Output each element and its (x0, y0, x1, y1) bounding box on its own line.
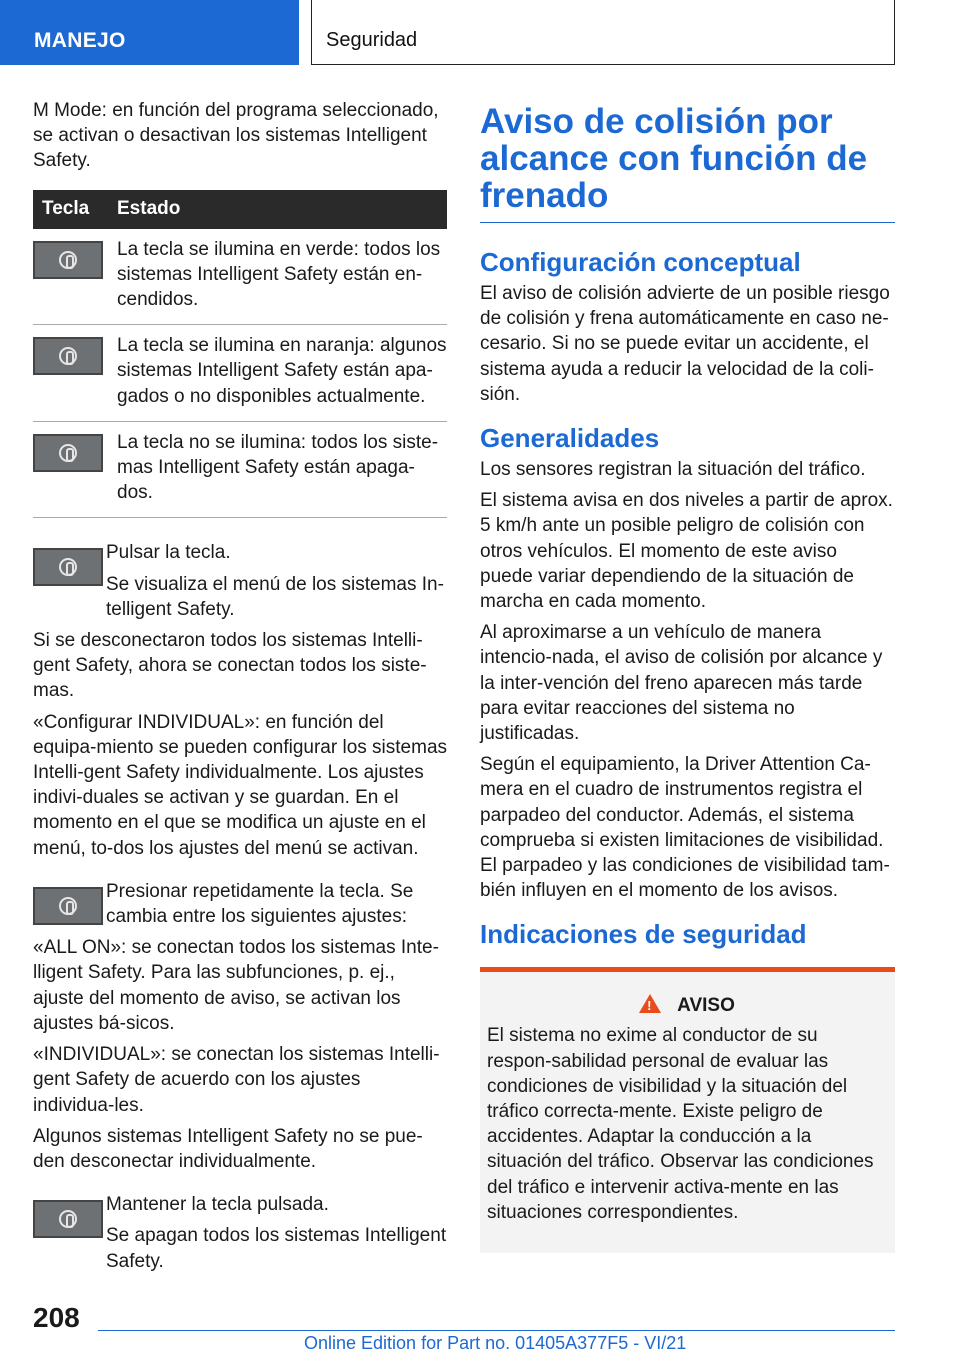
operation-press (33, 540, 447, 622)
hold-instruction: Mantener la tecla pulsada. (106, 1194, 329, 1216)
key-state-table (33, 190, 447, 519)
operation-repeat-press (33, 879, 447, 929)
table-cell-state: La tecla se ilumina en naranja: algunos sistemas Intelligent Safety están apa-gados o no disponibles actualmente. (105, 325, 447, 422)
warning-text: El sistema no exime al conductor de su respon-sabilidad personal de evaluar las condiciones de visibilidad y la situación del tráfico correcta-mente. Existe peligro de accidentes. Adaptar la conducción a la situación del tráfico. Observar las condiciones del tráfico e intervenir activa-mente en las situaciones correspondientes. (487, 1025, 874, 1223)
intelligent-safety-key-icon (33, 1200, 103, 1238)
general-paragraph: Los sensores registran la situación del tráfico. (480, 459, 866, 481)
operation-hold (33, 1192, 447, 1274)
intelligent-safety-key-icon (33, 548, 103, 586)
table-row (33, 325, 447, 422)
warning-title: AVISO (677, 995, 735, 1017)
concept-paragraph: El aviso de colisión advierte de un posible riesgo de colisión y frena automáticamente en caso ne-cesario. Si no se puede evitar un accidente, el sistema ayuda a reducir la velocidad de la coli-sión. (480, 283, 890, 405)
table-header-state: Estado (105, 190, 447, 229)
intelligent-safety-key-icon (33, 434, 103, 472)
table-row (33, 229, 447, 325)
press-description: Se visualiza el menú de los sistemas In-telligent Safety. (106, 573, 444, 620)
disconnect-paragraph: Si se desconectaron todos los sistemas Intelli-gent Safety, ahora se conectan todos los siste-mas. (33, 630, 427, 702)
heading-general: Generalidades (480, 423, 660, 454)
table-row (33, 421, 447, 518)
not-disconnectable-paragraph: Algunos sistemas Intelligent Safety no se pue-den desconectar individualmente. (33, 1125, 423, 1172)
table-header-key: Tecla (33, 190, 105, 229)
individual-paragraph: «INDIVIDUAL»: se conectan los sistemas Intelli-gent Safety de acuerdo con los ajustes individua-les. (33, 1044, 440, 1116)
footer-divider (98, 1330, 895, 1331)
intelligent-safety-key-icon (33, 241, 103, 279)
repeat-press-instruction: Presionar repetidamente la tecla. Se cambia entre los siguientes ajustes: (106, 880, 414, 928)
section-title: Seguridad (311, 0, 895, 65)
page-number: 208 (33, 1302, 80, 1333)
general-paragraph: Según el equipamiento, la Driver Attention Ca-mera en el cuadro de instrumentos registra el parpadeo del conductor. Además, el sistema comprueba si existen limitaciones de visibilidad. El parpadeo y las condiciones de visibilidad tam-bién influyen en el momento de los avisos. (480, 754, 890, 902)
intelligent-safety-key-icon (33, 337, 103, 375)
warning-box (480, 967, 895, 1253)
individual-config-paragraph: «Configurar INDIVIDUAL»: en función del equipa-miento se pueden configurar los sistemas Intelli-gent Safety individualmente. Los ajustes indivi-duales se activan y se guardan. En el momento en el que se modifica un ajuste en el menú, to-dos los ajustes del menú se activan. (33, 711, 448, 859)
page-title: Aviso de colisión por alcance con función de frenado (480, 103, 895, 223)
heading-safety: Indicaciones de seguridad (480, 919, 807, 950)
table-cell-state: La tecla no se ilumina: todos los siste-mas Intelligent Safety están apaga-dos. (105, 421, 447, 518)
chapter-tab[interactable]: MANEJO (0, 0, 299, 65)
heading-concept: Configuración conceptual (480, 247, 801, 277)
intro-paragraph: M Mode: en función del programa seleccionado, se activan o desactivan los sistemas Intelligent Safety. (33, 100, 439, 172)
left-column (33, 98, 447, 1280)
general-paragraph: Al aproximarse a un vehículo de manera intencio-nada, el aviso de colisión por alcance y la inter-vención del freno aparecen más tarde para evitar reacciones del sistema no justificadas. (480, 622, 883, 745)
hold-description: Se apagan todos los sistemas Intelligent Safety. (106, 1225, 447, 1272)
general-paragraph: El sistema avisa en dos niveles a partir de aprox. 5 km/h ante un posible peligro de colisión con otros vehículos. El momento de este aviso puede variar dependiendo de la situación de marcha en cada momento. (480, 490, 893, 613)
all-on-paragraph: «ALL ON»: se conectan todos los sistemas Inte-lligent Safety. Para las subfunciones, p. ej., ajuste del momento de aviso, se activan los ajustes bá-sicos. (33, 937, 439, 1034)
warning-header (487, 994, 887, 1017)
right-column (480, 103, 895, 1253)
warning-triangle-icon (639, 994, 661, 1013)
table-cell-state: La tecla se ilumina en verde: todos los sistemas Intelligent Safety están en-cendidos. (105, 229, 447, 325)
intelligent-safety-key-icon (33, 887, 103, 925)
press-instruction: Pulsar la tecla. (106, 542, 231, 564)
footer-edition: Online Edition for Part no. 01405A377F5 - VI/21 (304, 1333, 687, 1353)
